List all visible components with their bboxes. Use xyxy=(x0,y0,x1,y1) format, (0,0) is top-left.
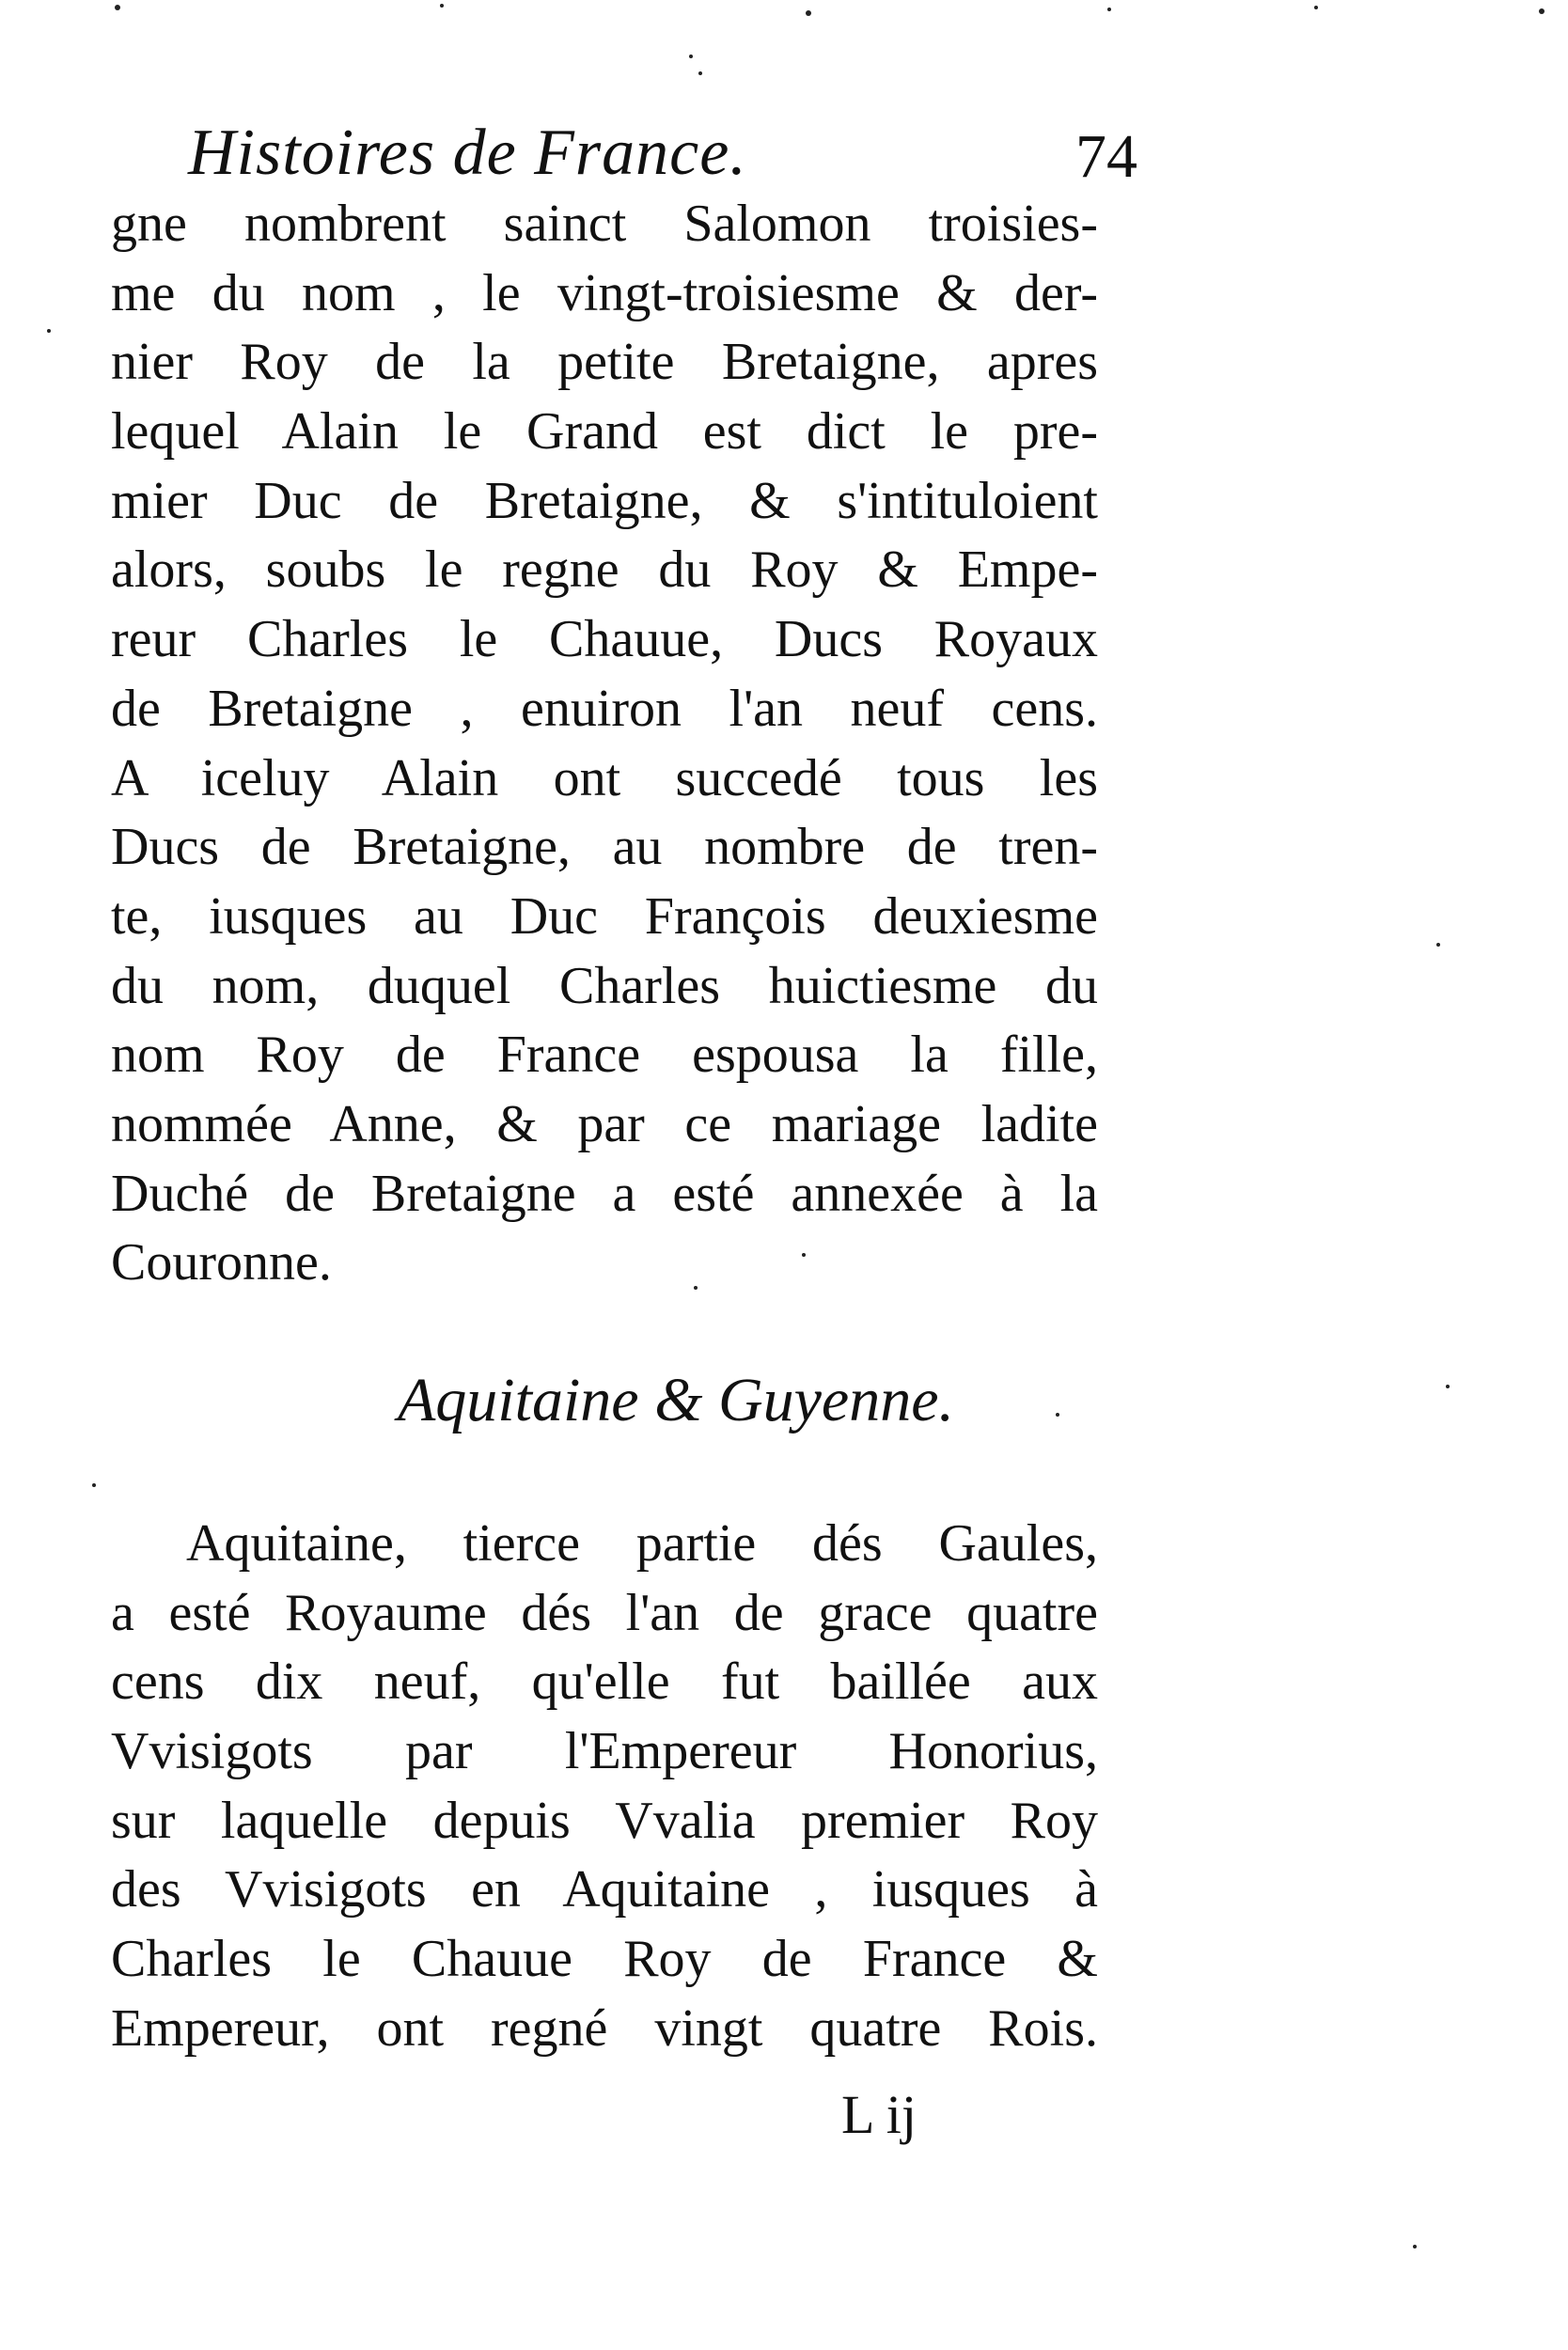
text-line: nier Roy de la petite Bretaigne, apres xyxy=(111,333,1098,392)
running-head xyxy=(188,111,1137,196)
text-line: lequel Alain le Grand est dict le pre- xyxy=(111,402,1098,462)
text-line: Empereur, ont regné vingt quatre Rois. xyxy=(111,1998,1098,2058)
text-line: Vvisigots par l'Empereur Honorius, xyxy=(111,1722,1098,1781)
text-line: nom Roy de France espousa la fille, xyxy=(111,1026,1098,1085)
running-title: Histoires de France. xyxy=(188,117,747,189)
text-line: a esté Royaume dés l'an de grace quatre xyxy=(111,1583,1098,1642)
paragraph-aquitaine xyxy=(111,1510,1098,2064)
text-line: mier Duc de Bretaigne, & s'intituloient xyxy=(111,471,1098,530)
text-line: Couronne. xyxy=(111,1233,332,1292)
text-line: te, iusques au Duc François deuxiesme xyxy=(111,886,1098,946)
text-line: A iceluy Alain ont succedé tous les xyxy=(111,748,1098,807)
text-line: de Bretaigne , enuiron l'an neuf cens. xyxy=(111,679,1098,738)
section-heading xyxy=(0,1358,1568,1443)
text-line: Charles le Chauue Roy de France & xyxy=(111,1930,1098,1989)
text-line: du nom, duquel Charles huictiesme du xyxy=(111,956,1098,1015)
text-line: gne nombrent sainct Salomon troisies- xyxy=(111,195,1098,253)
text-line: Duché de Bretaigne a esté annexée à la xyxy=(111,1164,1098,1223)
signature-mark: L ij xyxy=(840,2084,917,2145)
text-line: alors, soubs le regne du Roy & Empe- xyxy=(111,540,1098,600)
text-line: reur Charles le Chauue, Ducs Royaux xyxy=(111,610,1098,669)
text-line: des Vvisigots en Aquitaine , iusques à xyxy=(111,1860,1098,1919)
paragraph-bretagne xyxy=(111,190,1098,1298)
text-line: Ducs de Bretaigne, au nombre de tren- xyxy=(111,818,1098,877)
text-line: cens dix neuf, qu'elle fut baillée aux xyxy=(111,1653,1098,1712)
text-line: sur laquelle depuis Vvalia premier Roy xyxy=(111,1791,1098,1850)
text-line: Aquitaine, tierce partie dés Gaules, xyxy=(186,1514,1098,1573)
section-heading-text: Aquitaine & Guyenne. xyxy=(397,1366,954,1434)
text-line: nommée Anne, & par ce mariage ladite xyxy=(111,1094,1098,1153)
text-line: me du nom , le vingt-troisiesme & der- xyxy=(111,263,1098,322)
page-number: 74 xyxy=(1075,122,1137,191)
